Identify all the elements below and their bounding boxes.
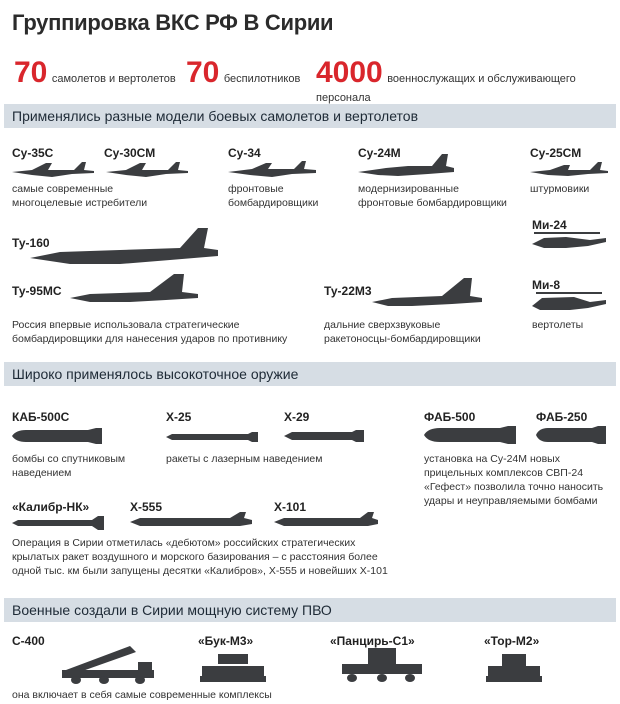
x29-name: Х-29	[284, 410, 310, 424]
tu22-name: Ту-22М3	[324, 284, 372, 298]
fighters-desc: самые современные многоцелевые истребители	[12, 183, 148, 209]
missile-icon	[130, 512, 252, 530]
mi24-name: Ми-24	[532, 218, 567, 232]
stat-number: 4000	[316, 56, 383, 89]
tu95-name: Ту-95МС	[12, 284, 62, 298]
stat-label: военнослужащих и обслуживающего персонала	[316, 73, 576, 104]
pantsir-name: «Панцирь-С1»	[330, 634, 415, 648]
jet-icon	[358, 154, 454, 180]
x101-name: Х-101	[274, 500, 307, 514]
stat-aircraft	[14, 58, 176, 88]
tor-name: «Тор-М2»	[484, 634, 540, 648]
helicopter-icon	[530, 230, 608, 252]
sam-vehicle-icon	[198, 650, 268, 684]
kab-name: КАБ-500С	[12, 410, 70, 424]
section-title: Применялись разные модели боевых самолетов и вертолетов	[12, 108, 419, 124]
stat-number: 70	[186, 56, 220, 89]
buk-name: «Бук-М3»	[198, 634, 254, 648]
s400-name: С-400	[12, 634, 45, 648]
bomber-icon	[70, 270, 200, 308]
fab250-name: ФАБ-250	[536, 410, 588, 424]
sam-vehicle-icon	[484, 650, 544, 684]
missile-icon	[284, 430, 364, 442]
missile-icon	[166, 432, 258, 442]
bomb-icon	[12, 428, 102, 444]
x-desc: ракеты с лазерным наведением	[166, 453, 323, 465]
bomber-icon	[372, 276, 482, 312]
fab-desc: установка на Су-24М новых прицельных комплексов СВП-24 «Гефест» позволила точно наносить удары и неуправляемыми бомбами	[424, 453, 604, 507]
bomb-icon	[424, 426, 516, 444]
bomber-icon	[30, 226, 220, 268]
strategic-desc: Россия впервые использовала стратегические бомбардировщики для нанесения ударов по противнику	[12, 319, 288, 345]
su25-name: Су-25СМ	[530, 146, 582, 160]
section-air-defense-header	[4, 598, 616, 622]
su25-desc: штурмовики	[530, 183, 590, 195]
su30-name: Су-30СМ	[104, 146, 156, 160]
sam-vehicle-icon	[338, 644, 426, 684]
stat-label: самолетов и вертолетов	[51, 73, 176, 85]
section-title: Военные создали в Сирии мощную систему ПВО	[12, 602, 332, 618]
su34-name: Су-34	[228, 146, 261, 160]
fab500-name: ФАБ-500	[424, 410, 476, 424]
bomb-icon	[536, 426, 606, 444]
kab-desc: бомбы со спутниковым наведением	[12, 453, 126, 479]
kalibr-name: «Калибр-НК»	[12, 500, 90, 514]
jet-icon	[106, 160, 188, 180]
su35-name: Су-35С	[12, 146, 54, 160]
air-defense-desc: она включает в себя самые современные комплексы	[12, 689, 272, 701]
missile-icon	[12, 516, 104, 530]
su34-desc: фронтовые бомбардировщики	[228, 183, 319, 209]
tu22-desc: дальние сверхзвуковые ракетоносцы-бомбардировщики	[324, 319, 481, 345]
tu160-name: Ту-160	[12, 236, 50, 250]
section-weapons-header	[4, 362, 616, 386]
jet-icon	[530, 160, 608, 180]
sam-vehicle-icon	[60, 640, 156, 684]
x555-name: Х-555	[130, 500, 163, 514]
missile-icon	[274, 512, 378, 530]
jet-icon	[12, 160, 94, 180]
stat-label: беспилотников	[223, 73, 301, 85]
heli-desc: вертолеты	[532, 319, 584, 331]
mi8-name: Ми-8	[532, 278, 561, 292]
x25-name: Х-25	[166, 410, 192, 424]
section-aircraft-header	[4, 104, 616, 128]
helicopter-icon	[530, 290, 608, 314]
stat-drones	[186, 58, 300, 88]
su24-name: Су-24М	[358, 146, 401, 160]
missiles-desc: Операция в Сирии отметилась «дебютом» российских стратегических крылатых ракет воздушного и морского базирования – с расстояния более одной тыс. км были запущены десятки «Калибров», Х-555 и новейших Х-101	[12, 537, 388, 577]
stat-personnel	[316, 58, 620, 106]
section-title: Широко применялось высокоточное оружие	[12, 366, 299, 382]
jet-icon	[228, 160, 316, 180]
page-title: Группировка ВКС РФ В Сирии	[12, 10, 334, 35]
stat-number: 70	[14, 56, 48, 89]
su24-desc: модернизированные фронтовые бомбардировщики	[358, 183, 507, 209]
